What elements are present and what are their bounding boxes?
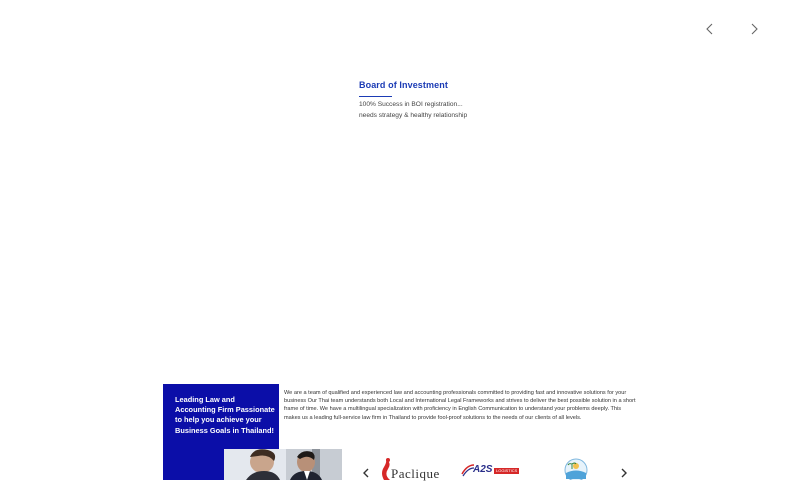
service-card-line-2: needs strategy & healthy relationship	[359, 112, 468, 119]
service-card-line-1: 100% Success in BOI registration...	[359, 101, 463, 108]
team-photo	[224, 449, 342, 480]
client-logo-a2s-text: A2S	[473, 464, 493, 475]
logos-next-button[interactable]	[618, 467, 630, 479]
carousel-next-button[interactable]	[745, 20, 763, 38]
service-card[interactable]	[359, 80, 579, 121]
chevron-right-icon	[619, 468, 629, 478]
about-paragraph: We are a team of qualified and experienced law and accounting professionals committed to providing fast and innovative solutions for your business Our Thai team understands both Local and International Legal Frameworks and strives to deliver the best possible solution in a short frame of time. We have a multilingual specialization with proficiency in English Communication to understand your problems deeply. This makes us a leading full-service law firm in Thailand to provide fool-proof solutions to the needs of our clients of all levels.	[284, 390, 636, 421]
client-logo-pacifique-text: Paclique	[391, 466, 440, 481]
client-logo-a2s[interactable]	[461, 463, 533, 477]
chevron-left-icon	[361, 468, 371, 478]
carousel-prev-button[interactable]	[701, 20, 719, 38]
team-photo-image	[224, 449, 342, 480]
chevron-right-icon	[747, 22, 761, 36]
chevron-left-icon	[703, 22, 717, 36]
island-resort-emblem-icon	[557, 457, 601, 480]
client-logo-pacifique[interactable]	[374, 457, 454, 480]
title-underline	[359, 96, 392, 97]
client-logos-carousel	[358, 455, 638, 480]
client-logo-island-resort[interactable]	[557, 457, 601, 480]
service-card-title[interactable]: Board of Investment	[359, 80, 448, 90]
client-logo-a2s-subtext: LOGISTICS	[496, 468, 518, 473]
logos-prev-button[interactable]	[360, 467, 372, 479]
promo-heading: Leading Law and Accounting Firm Passionate to help you achieve your Business Goals in Thailand!	[175, 395, 275, 435]
